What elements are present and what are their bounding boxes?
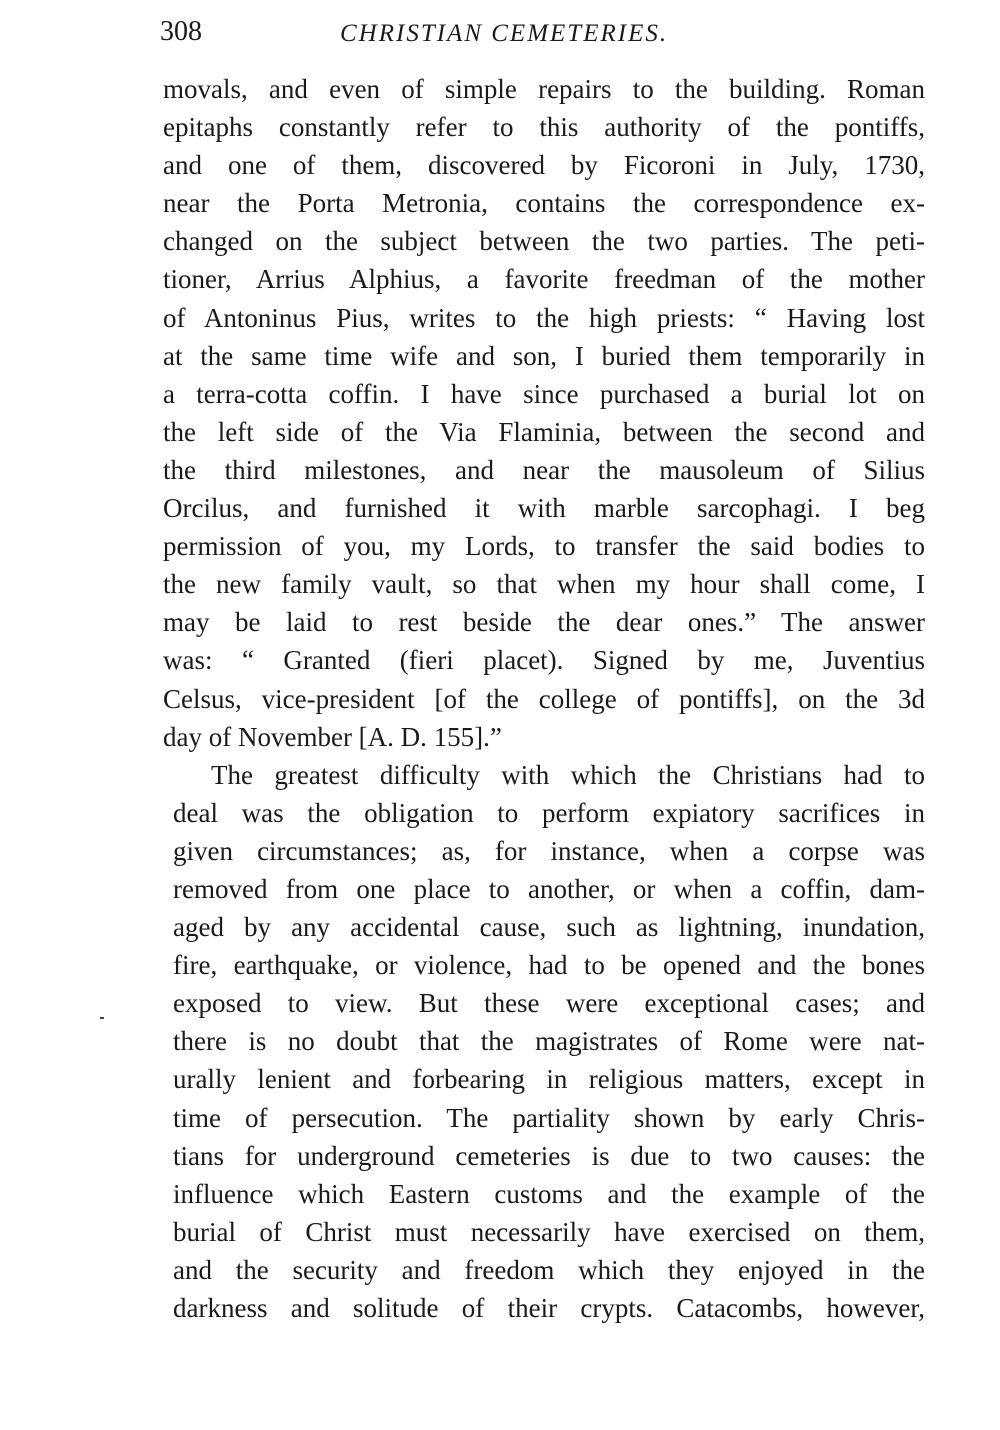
text-line: exposed to view. But these were exceptional cases; and [173, 988, 925, 1019]
text-line: influence which Eastern customs and the example of the [173, 1178, 925, 1209]
text-line: darkness and solitude of their crypts. Catacombs, however, [173, 1293, 925, 1323]
text-line: movals, and even of simple repairs to the building. Roman [163, 74, 925, 104]
text-line: permission of you, my Lords, to transfer the said bodies to [163, 531, 925, 562]
text-line: changed on the subject between the two parties. The peti- [163, 226, 925, 257]
text-line: at the same time wife and son, I buried them temporarily in [163, 340, 925, 371]
text-line: The greatest difficulty with which the Christians had to [211, 759, 925, 790]
text-line: burial of Christ must necessarily have exercised on them, [173, 1216, 925, 1247]
text-line: there is no doubt that the magistrates of Rome were nat- [173, 1026, 925, 1057]
text-line: removed from one place to another, or when a coffin, dam- [173, 873, 925, 904]
text-line: was: “ Granted (fieri placet). Signed by me, Juventius [163, 645, 925, 676]
text-line: the third milestones, and near the mausoleum of Silius [163, 454, 925, 485]
text-line: tians for underground cemeteries is due to two causes: the [173, 1140, 925, 1171]
text-line: epitaphs constantly refer to this authority of the pontiffs, [163, 112, 925, 143]
page-number: 308 [160, 16, 202, 47]
text-line: given circumstances; as, for instance, when a corpse was [173, 835, 925, 866]
text-line: of Antoninus Pius, writes to the high priests: “ Having lost [163, 302, 925, 333]
paragraph [163, 756, 925, 1327]
text-line: time of persecution. The partiality shown by early Chris- [173, 1102, 925, 1133]
text-line: may be laid to rest beside the dear ones.” The answer [163, 607, 925, 638]
text-line: aged by any accidental cause, such as lightning, inundation, [173, 912, 925, 943]
text-line: Celsus, vice-president [of the college of pontiffs], on the 3d [163, 683, 925, 714]
text-line: and one of them, discovered by Ficoroni in July, 1730, [163, 150, 925, 181]
text-line: urally lenient and forbearing in religious matters, except in [173, 1064, 925, 1095]
text-line: the new family vault, so that when my hour shall come, I [163, 569, 925, 600]
body-text [163, 70, 925, 1327]
text-line: a terra-cotta coffin. I have since purchased a burial lot on [163, 378, 925, 409]
text-line: near the Porta Metronia, contains the correspondence ex- [163, 188, 925, 219]
text-line: the left side of the Via Flaminia, between the second and [163, 416, 925, 447]
margin-speck [100, 1017, 104, 1019]
running-title: CHRISTIAN CEMETERIES. [340, 20, 669, 47]
text-line: and the security and freedom which they enjoyed in the [173, 1254, 925, 1285]
text-line: Orcilus, and furnished it with marble sarcophagi. I beg [163, 493, 925, 524]
paragraph [163, 70, 925, 756]
text-line: tioner, Arrius Alphius, a favorite freedman of the mother [163, 264, 925, 295]
text-line: fire, earthquake, or violence, had to be opened and the bones [173, 950, 925, 981]
text-line: deal was the obligation to perform expiatory sacrifices in [173, 797, 925, 828]
text-line: day of November [A. D. 155].” [163, 721, 502, 752]
